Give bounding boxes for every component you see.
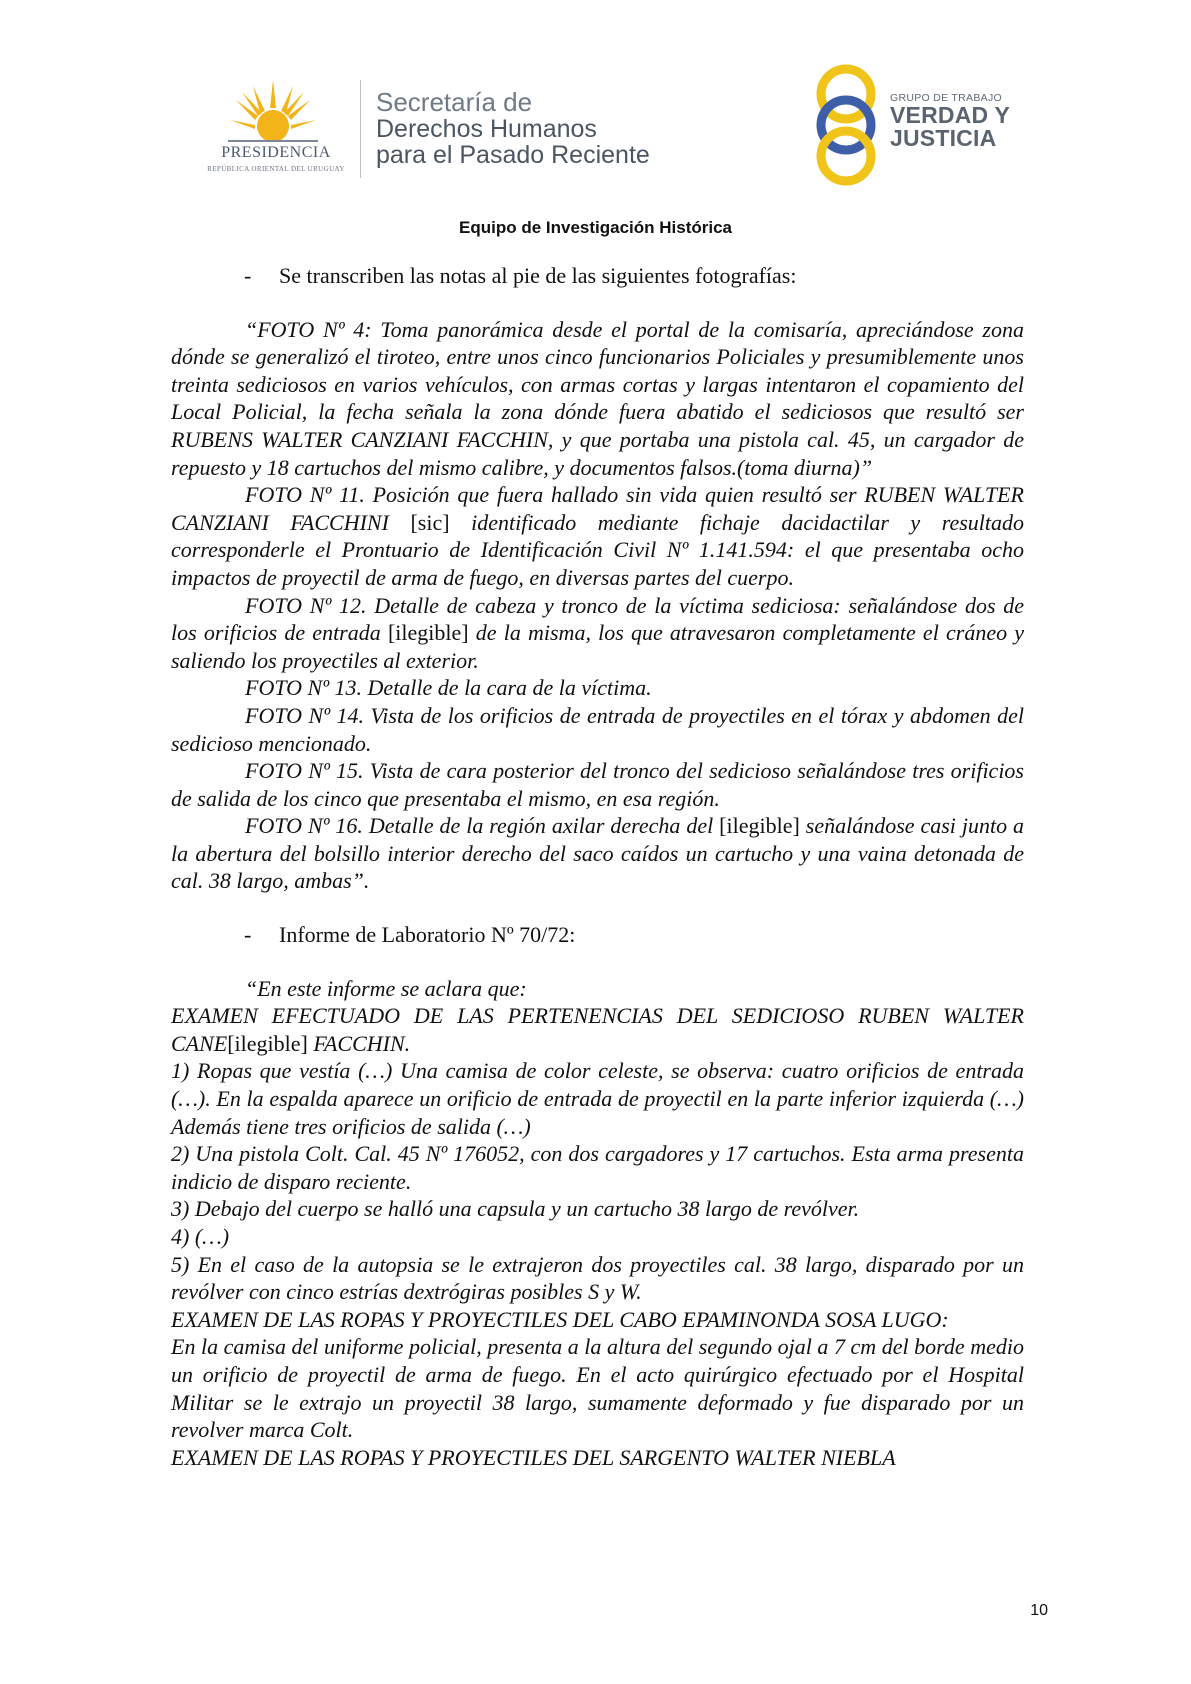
page-number: 10 [1030, 1602, 1048, 1619]
letterhead [0, 0, 1191, 200]
spacer [171, 949, 1024, 975]
foto-16-text-b: señalándose casi junto a la abertura del bolsillo interior derecho del saco caídos un cartucho y una vaina detonada de cal. 38 largo, ambas”. [171, 813, 1025, 894]
secretaria-line3: para el Pasado Reciente [376, 141, 650, 169]
foto-11-text-a: FOTO Nº 11. Posición que fuera hallado sin vida quien resultó ser RUBEN WALTER CANZIANI FACCHINI [171, 482, 1024, 535]
presidencia-subtitle: REPÚBLICA ORIENTAL DEL URUGUAY [207, 165, 345, 173]
grupo-label: GRUPO DE TRABAJO [890, 92, 1002, 104]
justicia-label: JUSTICIA [890, 125, 997, 151]
foto-11-caption [171, 481, 1024, 591]
foto-14-caption: FOTO Nº 14. Vista de los orificios de entrada de proyectiles en el tórax y abdomen del sedicioso mencionado. [171, 702, 1024, 756]
examen-sosa-heading: EXAMEN DE LAS ROPAS Y PROYECTILES DEL CABO EPAMINONDA SOSA LUGO: [171, 1306, 949, 1332]
foto-11-text-b: identificado mediante fichaje dacidactilar y resultado corresponderle el Prontuario de Identificación Civil Nº 1.141.594: el que presentaba ocho impactos de proyectil de arma de fuego, en diversas partes del cuerpo. [171, 509, 1025, 590]
team-title: Equipo de Investigación Histórica [459, 218, 732, 237]
bullet-dash: - [244, 922, 252, 948]
foto-12-caption [171, 592, 1024, 675]
sun-emblem-icon [228, 78, 318, 148]
examen-canziani-text-a: EXAMEN EFECTUADO DE LAS PERTENENCIAS DEL SEDICIOSO RUBEN WALTER CANE [171, 1003, 1024, 1056]
foto-15-caption: FOTO Nº 15. Vista de cara posterior del tronco del sedicioso señalándose tres orificios de salida de los cinco que presentaba el mismo, en esa región. [171, 758, 1024, 811]
document-body [171, 262, 1024, 1471]
spacer [171, 290, 1024, 316]
bullet-text: Informe de Laboratorio Nº 70/72: [279, 922, 576, 948]
secretaria-line2: Derechos Humanos [376, 115, 597, 143]
logo-divider [360, 80, 361, 178]
spacer [171, 895, 1024, 921]
examen-canziani-heading [171, 1002, 1024, 1057]
foto-16-caption [171, 812, 1024, 895]
bullet-text: Se transcriben las notas al pie de las siguientes fotografías: [279, 263, 797, 288]
foto-11-sic: [sic] [410, 509, 450, 535]
foto-16-text-a: FOTO Nº 16. Detalle de la región axilar derecha del [245, 813, 714, 839]
examen-canziani-ilegible: [ilegible] [227, 1030, 308, 1056]
bullet-lab-report [171, 921, 1024, 949]
camisa-paragraph: En la camisa del uniforme policial, presenta a la altura del segundo ojal a 7 cm del borde medio un orificio de proyectil de arma de fuego. En el acto quirúrgico efectuado por el Hospital Militar se le extrajo un proyectil 38 largo, sumamente deformado y fue disparado por un revolver marca Colt. [171, 1334, 1024, 1443]
verdad-justicia-text [890, 92, 1010, 150]
presidencia-title: PRESIDENCIA [221, 144, 331, 161]
foto-12-text-a: FOTO Nº 12. Detalle de cabeza y tronco de la víctima sediciosa: señalándose dos de los orificios de entrada [171, 592, 1024, 646]
bullet-photo-notes [171, 262, 1024, 290]
examen-niebla-heading: EXAMEN DE LAS ROPAS Y PROYECTILES DEL SARGENTO WALTER NIEBLA [171, 1444, 896, 1470]
informe-item-2: 2) Una pistola Colt. Cal. 45 Nº 176052, con dos cargadores y 17 cartuchos. Esta arma presenta indicio de disparo reciente. [171, 1141, 1024, 1194]
secretaria-line1: Secretaría de [376, 87, 533, 117]
examen-canziani-text-b: FACCHIN. [313, 1030, 411, 1056]
secretaria-logo [376, 88, 650, 168]
foto-16-ilegible: [ilegible] [719, 813, 800, 839]
informe-intro: “En este informe se aclara que: [245, 975, 527, 1001]
linked-rings-icon [812, 62, 880, 188]
foto-13-caption: FOTO Nº 13. Detalle de la cara de la víctima. [245, 675, 652, 701]
informe-item-1: 1) Ropas que vestía (…) Una camisa de color celeste, se observa: cuatro orificios de entrada (…). En la espalda aparece un orificio de entrada de proyectil en la parte inferior izquierda (…) Además tiene tres orificios de salida (…) [171, 1058, 1024, 1139]
presidencia-logo [196, 78, 356, 178]
bullet-dash: - [244, 263, 252, 288]
informe-item-4: 4) (…) [171, 1224, 230, 1249]
informe-item-5: 5) En el caso de la autopsia se le extrajeron dos proyectiles cal. 38 largo, disparado por un revólver con cinco estrías dextrógiras posibles S y W. [171, 1251, 1024, 1305]
foto-4-caption: “FOTO Nº 4: Toma panorámica desde el portal de la comisaría, apreciándose zona dónde se generalizó el tiroteo, entre unos cinco funcionarios Policiales y presumiblemente unos treinta sediciosos en varios vehículos, con armas cortas y largas intentaron el copamiento del Local Policial, la fecha señala la zona dónde fuera abatido el sediciosos que resultó ser RUBENS WALTER CANZIANI FACCHIN, y que portaba una pistola cal. 45, un cargador de repuesto y 18 cartuchos del mismo calibre, y documentos falsos.(toma diurna)” [171, 316, 1024, 480]
foto-12-ilegible: [ilegible] [387, 620, 469, 646]
informe-item-3: 3) Debajo del cuerpo se halló una capsula y un cartucho 38 largo de revólver. [171, 1196, 860, 1222]
foto-12-text-b: de la misma, los que atravesaron completamente el cráneo y saliendo los proyectiles al exterior. [171, 620, 1025, 673]
verdad-label: VERDAD Y [890, 102, 1011, 128]
verdad-justicia-logo [812, 62, 1012, 188]
